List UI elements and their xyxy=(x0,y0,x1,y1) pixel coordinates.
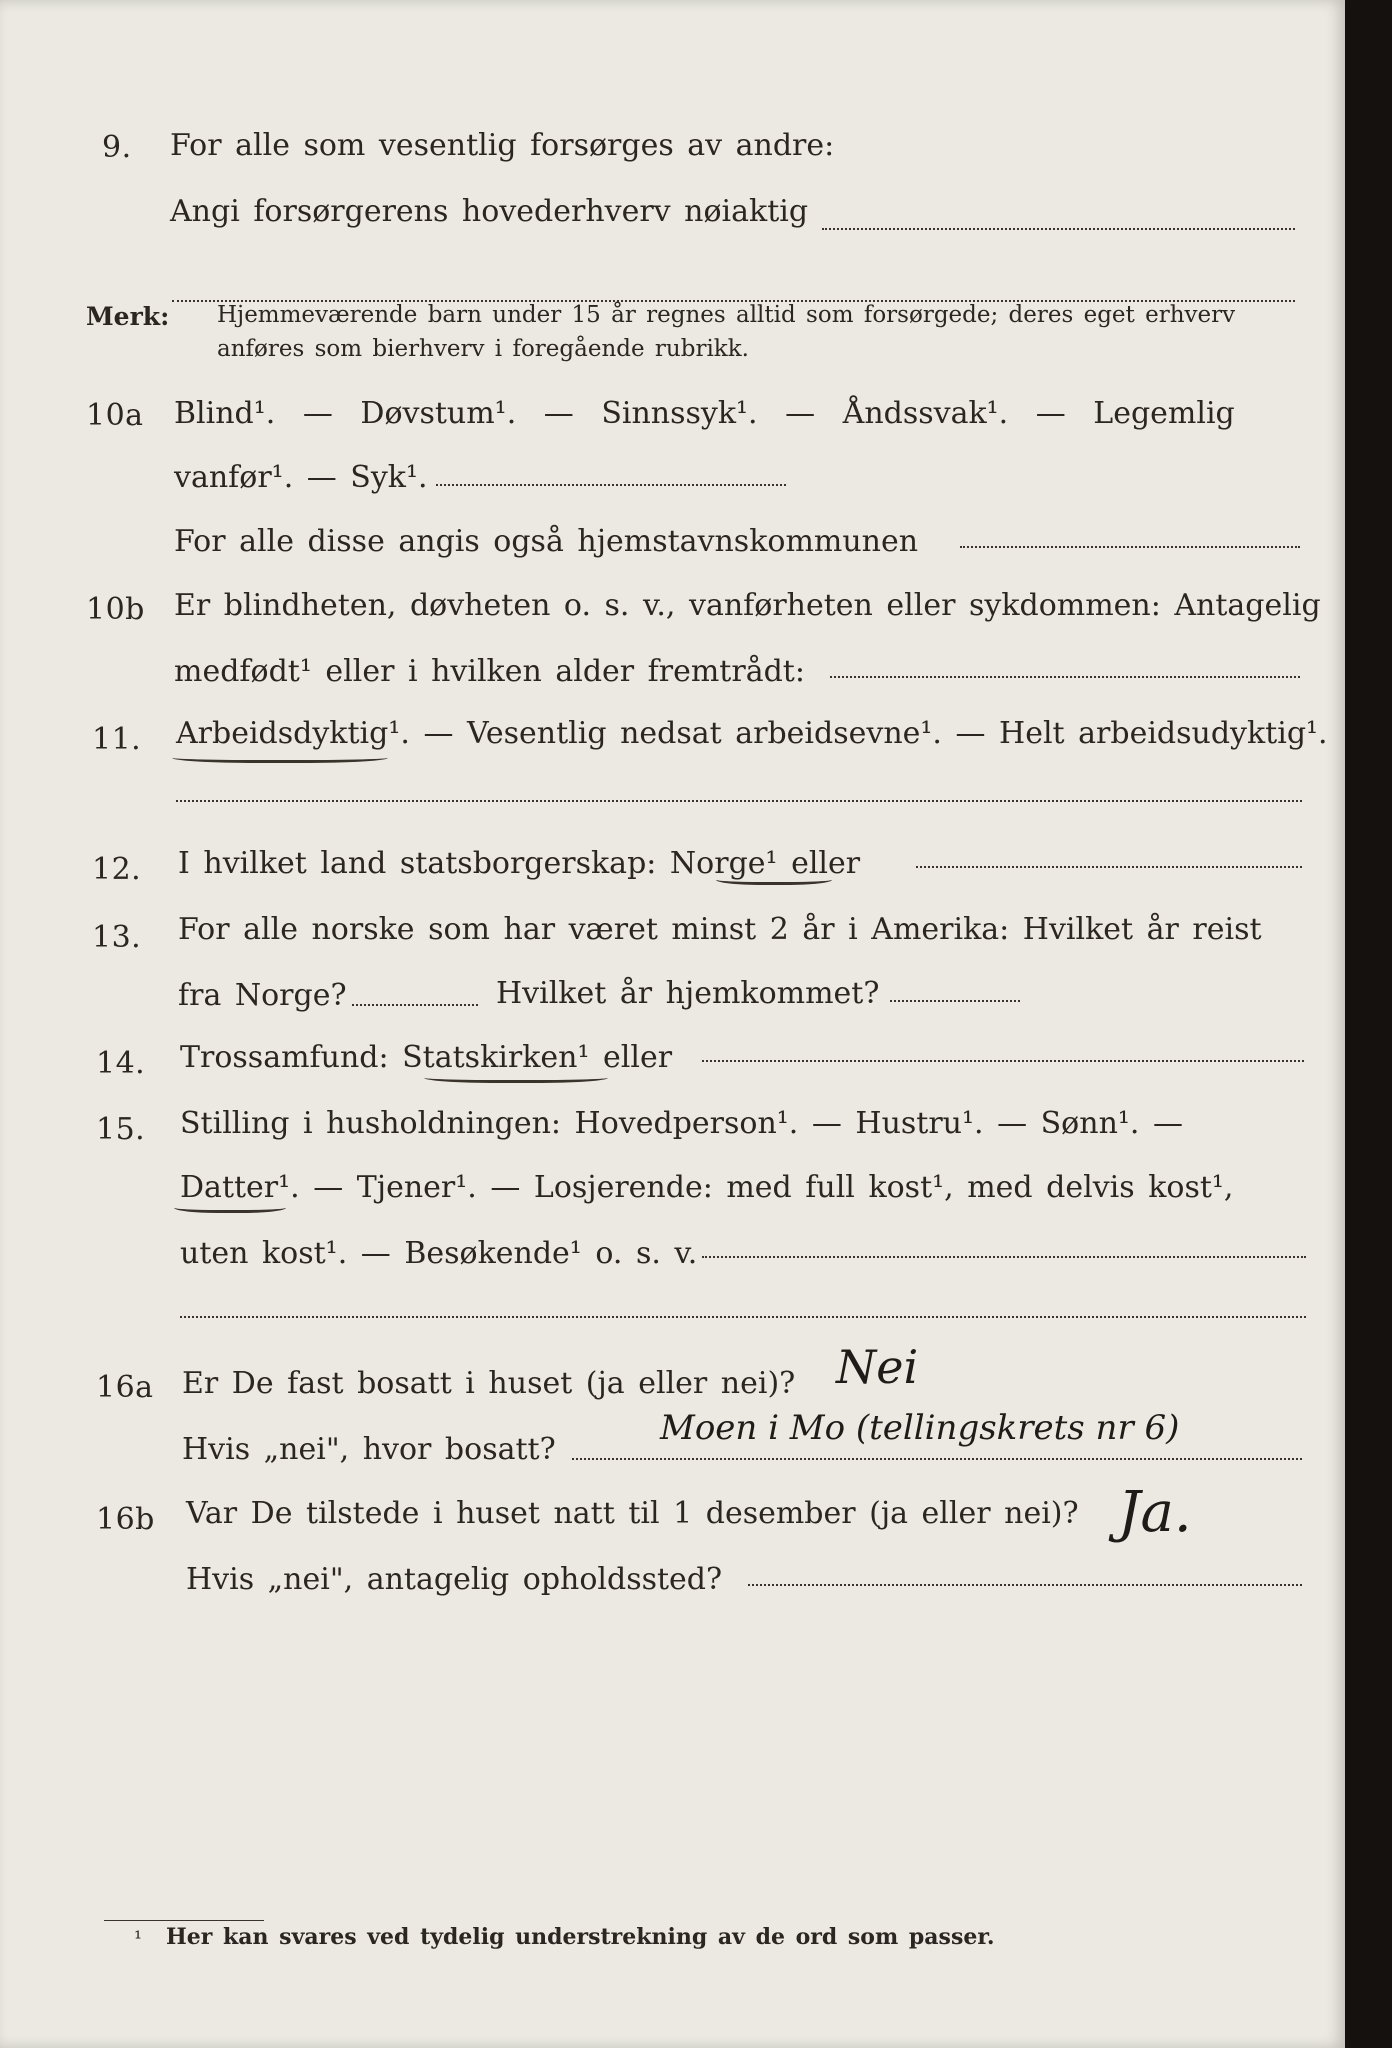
q15-answer-line-2 xyxy=(180,1316,1306,1318)
q12-line1: I hvilket land statsborgerskap: Norge¹ eller xyxy=(178,846,861,881)
q16b-answer-line xyxy=(748,1584,1302,1586)
q10b-line1: Er blindheten, døvheten o. s. v., vanførheten eller sykdommen: Antagelig xyxy=(174,588,1321,623)
q13-line2a: fra Norge? xyxy=(178,978,347,1013)
q14-number: 14. xyxy=(96,1046,146,1081)
q11-line1: Arbeidsdyktig¹. — Vesentlig nedsat arbeidsevne¹. — Helt arbeidsudyktig¹. xyxy=(176,716,1328,751)
footnote-text: Her kan svares ved tydelig understrekning av de ord som passer. xyxy=(166,1924,995,1950)
q9-number: 9. xyxy=(102,130,132,165)
q16b-number: 16b xyxy=(96,1502,155,1537)
q13-reist-line xyxy=(352,1004,478,1006)
q15-line2: Datter¹. — Tjener¹. — Losjerende: med full kost¹, med delvis kost¹, xyxy=(180,1170,1234,1205)
q13-line1: For alle norske som har været minst 2 år i Amerika: Hvilket år reist xyxy=(178,912,1262,947)
merk-line1: Hjemmeværende barn under 15 år regnes alltid som forsørgede; deres eget erhverv xyxy=(217,302,1236,328)
q11-number: 11. xyxy=(92,722,142,757)
q13-number: 13. xyxy=(92,920,142,955)
q16b-line1: Var De tilstede i huset natt til 1 desember (ja eller nei)? xyxy=(186,1496,1079,1531)
q14-underline-statskirken xyxy=(424,1070,608,1083)
q16b-answer1-handwritten: Ja. xyxy=(1118,1480,1192,1545)
q15-underline-datter xyxy=(174,1200,286,1213)
q13-hjemkommet-line xyxy=(890,1000,1020,1002)
q9-answer-line xyxy=(822,228,1295,230)
q10b-number: 10b xyxy=(86,592,145,627)
q15-line3: uten kost¹. — Besøkende¹ o. s. v. xyxy=(180,1236,698,1271)
q9-line1: For alle som vesentlig forsørges av andre: xyxy=(170,128,835,163)
q16a-line1: Er De fast bosatt i huset (ja eller nei)? xyxy=(182,1366,796,1401)
q15-answer-line xyxy=(702,1256,1306,1258)
merk-label: Merk: xyxy=(86,302,170,331)
q12-underline-norge xyxy=(716,872,832,885)
footnote-mark: ¹ xyxy=(134,1926,143,1950)
q14-line1: Trossamfund: Statskirken¹ eller xyxy=(180,1040,673,1075)
q10a-line1: Blind¹. — Døvstum¹. — Sinnssyk¹. — Åndssvak¹. — Legemlig xyxy=(174,396,1235,431)
q16a-line2: Hvis „nei", hvor bosatt? xyxy=(182,1432,556,1467)
q11-underline-arbeidsdyktig xyxy=(172,750,388,763)
q11-answer-line xyxy=(176,800,1302,802)
q14-answer-line xyxy=(702,1060,1304,1062)
q10a-number: 10a xyxy=(86,398,144,433)
q15-number: 15. xyxy=(96,1112,146,1147)
q12-answer-line xyxy=(916,866,1302,868)
footnote-rule xyxy=(104,1920,264,1921)
q16b-line2: Hvis „nei", antagelig opholdssted? xyxy=(186,1562,723,1597)
q13-line2b: Hvilket år hjemkommet? xyxy=(496,976,880,1011)
q16a-answer-line xyxy=(572,1458,1302,1460)
merk-line2: anføres som bierhverv i foregående rubrikk. xyxy=(217,336,749,362)
q10b-line2: medfødt¹ eller i hvilken alder fremtrådt: xyxy=(174,654,805,689)
q16a-number: 16a xyxy=(96,1370,154,1405)
q16a-answer2-handwritten: Moen i Mo (tellingskrets nr 6) xyxy=(660,1408,1180,1448)
q10a-line2: vanfør¹. — Syk¹. xyxy=(174,460,428,495)
q10a-syk-line xyxy=(436,484,786,486)
q10a-line3: For alle disse angis også hjemstavnskommunen xyxy=(174,524,919,559)
q10b-answer-line xyxy=(830,676,1300,678)
q12-number: 12. xyxy=(92,852,142,887)
q16a-answer1-handwritten: Nei xyxy=(836,1340,919,1394)
q9-line2: Angi forsørgerens hovederhverv nøiaktig xyxy=(170,194,809,229)
q10a-answer-line xyxy=(960,546,1300,548)
q15-line1: Stilling i husholdningen: Hovedperson¹. — Hustru¹. — Sønn¹. — xyxy=(180,1106,1183,1141)
